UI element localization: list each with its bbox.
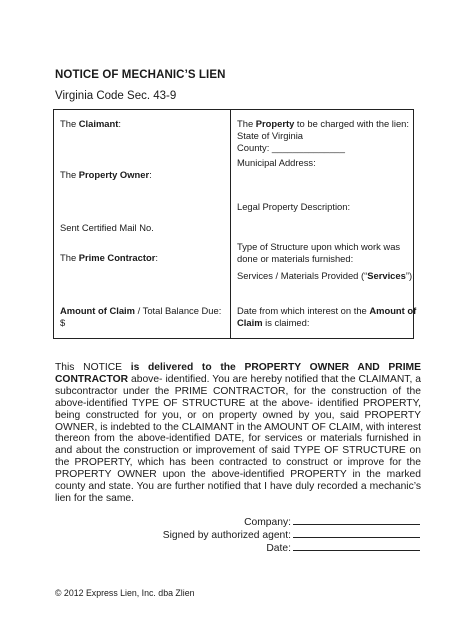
- structure-type-field: Type of Structure upon which work was done or materials furnished:: [237, 241, 401, 264]
- amount-value: $: [60, 317, 66, 328]
- copyright-footer: © 2012 Express Lien, Inc. dba Zlien: [55, 588, 195, 598]
- company-signature-line: [150, 515, 420, 528]
- company-label: Company:: [244, 517, 291, 528]
- prime-contractor-label: Prime Contractor: [78, 252, 156, 263]
- agent-signature-line: [150, 528, 420, 541]
- property-owner-label: Property Owner: [78, 169, 150, 180]
- interest-date-field: Date from which interest on the Amount of Claim is claimed:: [237, 305, 417, 328]
- date-label: Date:: [266, 543, 291, 554]
- services-field: Services / Materials Provided (“Services”):: [237, 270, 415, 281]
- municipal-address-field: Municipal Address:: [237, 157, 316, 168]
- prime-contractor-field: The Prime Contractor:: [60, 252, 158, 263]
- claimant-field: The Claimant:: [60, 118, 121, 129]
- state-value: State of Virginia: [237, 130, 304, 141]
- certified-mail-field: Sent Certified Mail No.: [60, 222, 154, 233]
- table-divider: [230, 109, 231, 339]
- property-owner-field: The Property Owner:: [60, 169, 152, 180]
- claimant-label: Claimant: [78, 118, 119, 129]
- services-label: Services: [367, 270, 406, 281]
- amount-of-claim-field: Amount of Claim / Total Balance Due: $: [60, 305, 222, 328]
- interest-amount-label: Amount of: [369, 305, 417, 316]
- amount-of-claim-label: Amount of Claim: [60, 305, 135, 316]
- document-title: NOTICE OF MECHANIC’S LIEN: [55, 69, 226, 81]
- agent-label: Signed by authorized agent:: [162, 530, 291, 541]
- property-label: Property: [255, 118, 295, 129]
- date-signature-line: [150, 541, 420, 554]
- notice-paragraph: This NOTICE is delivered to the PROPERTY OWNER AND PRIME CONTRACTOR above- identified. You are hereby notified that the CLAIMANT, a subcontractor under the PRIME CONTRACTOR, for the construction of the above-identified TYPE OF STRUCTURE at the above- identified PROPERTY, being constructed for you, or on property owned by you, said PROPERTY OWNER, is indebted to the CLAIMANT in the AMOUNT OF CLAIM, with interest thereon from the above-identified DATE, for services or materials furnished in and about the construction or improvement of said TYPE OF STRUCTURE on the PROPERTY, which has been contracted to construct or improve for the PROPERTY OWNER upon the above-identified PROPERTY in the marked county and state. You are further notified that I have duly recorded a mechanic’s lien for the same.: [55, 362, 421, 504]
- property-field: The Property to be charged with the lien: State of Virginia County: ______________: [237, 118, 409, 153]
- legal-description-field: Legal Property Description:: [237, 201, 351, 212]
- code-reference: Virginia Code Sec. 43-9: [55, 90, 177, 102]
- notice-bold-text: is delivered to the PROPERTY OWNER AND PRIME CONTRACTOR: [55, 362, 421, 385]
- county-field: County: ______________: [237, 142, 345, 153]
